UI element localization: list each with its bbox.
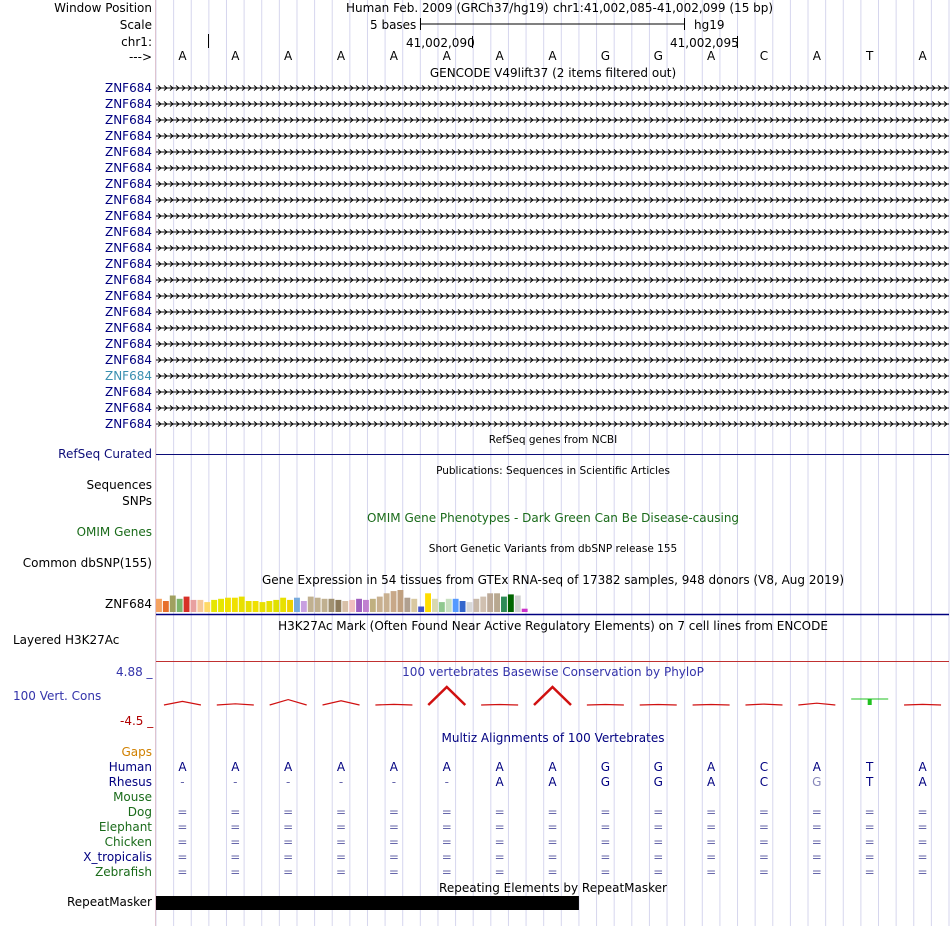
base-letter: A xyxy=(442,49,451,63)
alignment-base: = xyxy=(283,805,294,819)
alignment-base: A xyxy=(918,775,927,789)
publications-track-title[interactable]: Publications: Sequences in Scientific Articles xyxy=(436,465,670,477)
alignment-base: A xyxy=(548,775,557,789)
alignment-base: = xyxy=(706,835,717,849)
gencode-gene-label[interactable]: ZNF684 xyxy=(104,401,152,415)
gtex-tissue-bar xyxy=(266,601,272,612)
alignment-base: = xyxy=(388,820,399,834)
gencode-gene-label[interactable]: ZNF684 xyxy=(104,81,152,95)
phylop-max-label: 4.88 _ xyxy=(116,665,153,679)
phylop-track-label[interactable]: 100 Vert. Cons xyxy=(13,689,102,703)
alignment-base: = xyxy=(917,805,928,819)
gtex-tissue-bar xyxy=(301,601,307,612)
gtex-tissue-bar xyxy=(177,599,183,612)
gtex-tissue-bar xyxy=(418,607,424,613)
refseq-track-title[interactable]: RefSeq genes from NCBI xyxy=(488,434,618,446)
alignment-base: = xyxy=(177,820,188,834)
gtex-tissue-bar xyxy=(280,598,286,612)
alignment-base: A xyxy=(706,760,716,774)
alignment-base: A xyxy=(389,760,398,774)
alignment-base: = xyxy=(494,850,505,864)
phylop-score-mark xyxy=(270,700,307,705)
alignment-base: = xyxy=(547,805,558,819)
alignment-base: - xyxy=(285,775,291,789)
gtex-tissue-bar xyxy=(480,597,486,612)
alignment-base: - xyxy=(338,775,344,789)
gtex-tissue-bar xyxy=(522,609,528,612)
alignment-base: = xyxy=(388,805,399,819)
gtex-tissue-bar xyxy=(260,602,266,612)
species-label-dog[interactable]: Dog xyxy=(127,805,152,819)
phylop-score-mark xyxy=(640,705,677,706)
alignment-base: = xyxy=(230,850,241,864)
alignment-base: = xyxy=(600,850,611,864)
base-letter: G xyxy=(653,49,663,63)
base-letter: A xyxy=(336,49,346,63)
alignment-base: = xyxy=(653,805,664,819)
alignment-base: = xyxy=(600,820,611,834)
position-readout: chr1:41,002,085-41,002,099 (15 bp) xyxy=(553,1,774,15)
alignment-base: - xyxy=(180,775,185,789)
alignment-base: = xyxy=(177,805,188,819)
alignment-base: = xyxy=(336,865,347,879)
base-letter: A xyxy=(812,49,821,63)
gtex-tissue-bar xyxy=(377,597,383,612)
scale-label: Scale xyxy=(119,18,152,32)
gencode-gene-label[interactable]: ZNF684 xyxy=(104,257,152,271)
alignment-base: = xyxy=(706,865,717,879)
gtex-tissue-bar xyxy=(494,593,500,612)
alignment-base: = xyxy=(441,820,452,834)
dbsnp-track-label[interactable]: Common dbSNP(155) xyxy=(22,556,152,570)
coordinate-tick-2: 41,002,095 xyxy=(670,36,739,50)
gtex-tissue-bar xyxy=(232,598,238,612)
h3k27ac-track-label[interactable]: Layered H3K27Ac xyxy=(13,633,120,647)
gtex-tissue-bar xyxy=(170,596,176,613)
alignment-base: = xyxy=(706,850,717,864)
alignment-base: = xyxy=(917,820,928,834)
alignment-base: = xyxy=(547,820,558,834)
phylop-track-title[interactable]: 100 vertebrates Basewise Conservation by PhyloP xyxy=(402,665,704,679)
gtex-tissue-bar xyxy=(487,593,493,612)
base-letter: A xyxy=(918,49,927,63)
alignment-base: = xyxy=(811,850,822,864)
alignment-base: = xyxy=(653,835,664,849)
gencode-gene-label[interactable]: ZNF684 xyxy=(104,305,152,319)
gtex-tissue-bar xyxy=(446,599,452,612)
phylop-score-mark xyxy=(375,704,412,705)
alignment-base: = xyxy=(811,865,822,879)
gtex-tissue-bar xyxy=(432,599,438,612)
window-position-label: Window Position xyxy=(54,1,152,15)
alignment-base: = xyxy=(494,805,505,819)
alignment-base: = xyxy=(336,820,347,834)
alignment-base: A xyxy=(548,760,557,774)
alignment-base: = xyxy=(864,805,875,819)
phylop-score-mark xyxy=(428,687,465,705)
alignment-base: = xyxy=(177,835,188,849)
alignment-base: = xyxy=(547,865,558,879)
alignment-base: = xyxy=(283,865,294,879)
alignment-base: - xyxy=(444,775,449,789)
gencode-gene-label[interactable]: ZNF684 xyxy=(104,97,152,111)
alignment-base: = xyxy=(917,865,928,879)
gencode-gene-label[interactable]: ZNF684 xyxy=(104,337,152,351)
alignment-base: = xyxy=(336,805,347,819)
alignment-base: G xyxy=(600,760,611,774)
gtex-tissue-bar xyxy=(287,600,293,612)
alignment-base: = xyxy=(758,865,769,879)
alignment-base: A xyxy=(706,775,716,789)
alignment-base: = xyxy=(230,805,241,819)
alignment-base: = xyxy=(494,835,505,849)
alignment-base: = xyxy=(653,820,664,834)
gtex-tissue-bar xyxy=(370,599,376,612)
alignment-base: = xyxy=(388,835,399,849)
gtex-tissue-bar xyxy=(356,599,362,612)
alignment-base: = xyxy=(758,835,769,849)
alignment-base: = xyxy=(494,820,505,834)
gencode-gene-label[interactable]: ZNF684 xyxy=(104,177,152,191)
species-label-rhesus[interactable]: Rhesus xyxy=(108,775,152,789)
alignment-base: = xyxy=(547,850,558,864)
alignment-base: = xyxy=(600,865,611,879)
alignment-base: = xyxy=(336,850,347,864)
gtex-tissue-bar xyxy=(425,593,431,612)
alignment-base: = xyxy=(864,835,875,849)
species-label-human[interactable]: Human xyxy=(108,760,152,774)
alignment-base: = xyxy=(758,820,769,834)
base-letter: G xyxy=(600,49,611,63)
alignment-base: = xyxy=(811,805,822,819)
scale-text: 5 bases xyxy=(370,18,417,32)
gtex-tissue-bar xyxy=(211,600,217,612)
alignment-base: G xyxy=(653,760,663,774)
alignment-base: A xyxy=(495,775,504,789)
alignment-base: C xyxy=(759,775,769,789)
gencode-gene-label[interactable]: ZNF684 xyxy=(104,225,152,239)
alignment-base: A xyxy=(178,760,187,774)
species-label-mouse[interactable]: Mouse xyxy=(113,790,152,804)
gtex-tissue-bar xyxy=(197,600,203,612)
base-letter: A xyxy=(706,49,716,63)
phylop-score-mark xyxy=(217,704,254,705)
species-label-x_tropicalis[interactable]: X_tropicalis xyxy=(83,850,152,864)
gencode-gene-label[interactable]: ZNF684 xyxy=(104,369,152,383)
alignment-base: - xyxy=(391,775,397,789)
alignment-base: A xyxy=(336,760,346,774)
gencode-gene-label[interactable]: ZNF684 xyxy=(104,129,152,143)
alignment-base: = xyxy=(653,865,664,879)
gencode-track-title[interactable]: GENCODE V49lift37 (2 items filtered out) xyxy=(429,66,677,80)
gtex-tissue-bar xyxy=(184,597,190,612)
gencode-gene-label[interactable]: ZNF684 xyxy=(104,385,152,399)
alignment-base: = xyxy=(917,850,928,864)
species-label-elephant[interactable]: Elephant xyxy=(98,820,152,834)
gtex-tissue-bar xyxy=(335,600,341,612)
alignment-base: A xyxy=(812,760,821,774)
base-letter: C xyxy=(759,49,769,63)
gtex-tissue-bar xyxy=(363,600,369,612)
base-letter: T xyxy=(866,49,874,63)
alignment-base: = xyxy=(441,865,452,879)
gencode-gene-label[interactable]: ZNF684 xyxy=(104,321,152,335)
gtex-tissue-bar xyxy=(349,600,355,612)
dbsnp-track-title[interactable]: Short Genetic Variants from dbSNP release 155 xyxy=(428,543,678,555)
base-letter: A xyxy=(231,49,240,63)
repeatmasker-track-label[interactable]: RepeatMasker xyxy=(66,895,152,909)
gtex-tissue-bar xyxy=(204,602,210,612)
gencode-gene-label[interactable]: ZNF684 xyxy=(104,209,152,223)
gtex-tissue-bar xyxy=(225,598,231,612)
species-label-zebrafish[interactable]: Zebrafish xyxy=(95,865,152,879)
alignment-base: G xyxy=(653,775,663,789)
alignment-base: = xyxy=(917,835,928,849)
coordinate-tick-1: 41,002,090 xyxy=(406,36,475,50)
base-letter: A xyxy=(284,49,293,63)
alignment-base: = xyxy=(758,805,769,819)
alignment-base: G xyxy=(600,775,611,789)
alignment-base: = xyxy=(230,835,241,849)
refseq-track-label[interactable]: RefSeq Curated xyxy=(58,447,152,461)
gencode-gene-label[interactable]: ZNF684 xyxy=(104,193,152,207)
gtex-tissue-bar xyxy=(515,596,521,613)
gtex-tissue-bar xyxy=(391,591,397,612)
gtex-tissue-bar xyxy=(453,599,459,612)
chrom-label: chr1: xyxy=(121,35,152,49)
alignment-base: A xyxy=(918,760,927,774)
species-label-chicken[interactable]: Chicken xyxy=(104,835,152,849)
alignment-base: = xyxy=(177,850,188,864)
alignment-base: - xyxy=(233,775,238,789)
gencode-gene-label[interactable]: ZNF684 xyxy=(104,241,152,255)
phylop-score-mark xyxy=(904,704,941,705)
gtex-tissue-bar xyxy=(308,597,314,612)
gtex-tissue-bar xyxy=(246,601,252,612)
gaps-label: Gaps xyxy=(121,745,152,759)
base-letter: A xyxy=(178,49,187,63)
omim-track-title[interactable]: OMIM Gene Phenotypes - Dark Green Can Be Disease-causing xyxy=(366,511,740,525)
alignment-base: = xyxy=(336,835,347,849)
alignment-base: = xyxy=(706,805,717,819)
gtex-tissue-bar xyxy=(315,598,321,612)
phylop-score-mark xyxy=(693,705,730,706)
alignment-base: = xyxy=(706,820,717,834)
alignment-base: = xyxy=(600,835,611,849)
alignment-base: = xyxy=(283,835,294,849)
phylop-score-mark xyxy=(323,701,360,705)
gencode-gene-label[interactable]: ZNF684 xyxy=(104,113,152,127)
gencode-gene-label[interactable]: ZNF684 xyxy=(104,353,152,367)
gtex-gene-label[interactable]: ZNF684 xyxy=(104,597,152,611)
strand-arrow-label: ---> xyxy=(128,50,152,64)
gtex-tissue-bar xyxy=(439,602,445,612)
phylop-score-mark xyxy=(481,705,518,706)
sequences-track-label[interactable]: Sequences xyxy=(86,478,152,492)
gtex-tissue-bar xyxy=(294,598,300,612)
gtex-tissue-bar xyxy=(163,601,169,612)
base-letter: A xyxy=(548,49,557,63)
gtex-track-title[interactable]: Gene Expression in 54 tissues from GTEx RNA-seq of 17382 samples, 948 donors (V8, Aug 2019) xyxy=(261,573,845,587)
alignment-base: = xyxy=(811,835,822,849)
gencode-gene-label[interactable]: ZNF684 xyxy=(104,273,152,287)
base-letter: A xyxy=(389,49,398,63)
gencode-gene-label[interactable]: ZNF684 xyxy=(104,417,152,431)
alignment-base: T xyxy=(866,760,874,774)
alignment-base: = xyxy=(864,820,875,834)
db-name: hg19 xyxy=(694,18,725,32)
gencode-gene-label[interactable]: ZNF684 xyxy=(104,289,152,303)
gtex-tissue-bar xyxy=(322,599,328,612)
repeatmasker-track-title[interactable]: Repeating Elements by RepeatMasker xyxy=(439,881,667,895)
gencode-gene-label[interactable]: ZNF684 xyxy=(104,161,152,175)
gtex-tissue-bar xyxy=(501,597,507,612)
alignment-base: = xyxy=(864,850,875,864)
repeat-element-block xyxy=(156,896,579,910)
alignment-base: = xyxy=(230,820,241,834)
gtex-tissue-bar xyxy=(467,602,473,612)
alignment-base: = xyxy=(758,850,769,864)
base-letter: A xyxy=(495,49,504,63)
gtex-tissue-bar xyxy=(460,601,466,612)
gtex-tissue-bar xyxy=(239,597,245,612)
alignment-base: = xyxy=(388,865,399,879)
alignment-base: = xyxy=(811,820,822,834)
assembly-name: Human Feb. 2009 (GRCh37/hg19) xyxy=(346,1,549,15)
gtex-tissue-bar xyxy=(404,598,410,612)
phylop-score-mark xyxy=(798,703,835,705)
gtex-tissue-bar xyxy=(508,594,514,612)
gtex-tissue-bar xyxy=(384,593,390,612)
gtex-tissue-bar xyxy=(398,590,404,612)
phylop-score-mark xyxy=(745,704,782,705)
alignment-base: = xyxy=(283,850,294,864)
snps-track-label[interactable]: SNPs xyxy=(122,494,152,508)
alignment-base: T xyxy=(866,775,874,789)
gtex-tissue-bar xyxy=(342,601,348,612)
phylop-min-label: -4.5 _ xyxy=(120,714,154,728)
alignment-base: A xyxy=(442,760,451,774)
gtex-tissue-bar xyxy=(191,600,197,612)
alignment-base: A xyxy=(495,760,504,774)
gtex-tissue-bar xyxy=(473,599,479,612)
alignment-base: = xyxy=(441,850,452,864)
alignment-base: A xyxy=(231,760,240,774)
gtex-tissue-bar xyxy=(273,600,279,612)
alignment-base: = xyxy=(600,805,611,819)
alignment-base: C xyxy=(759,760,769,774)
alignment-base: = xyxy=(494,865,505,879)
alignment-base: G xyxy=(812,775,822,789)
alignment-base: A xyxy=(284,760,293,774)
phylop-score-mark xyxy=(587,705,624,706)
gtex-tissue-bar xyxy=(156,599,162,612)
gtex-tissue-bar xyxy=(253,601,259,612)
alignment-base: = xyxy=(547,835,558,849)
alignment-base: = xyxy=(230,865,241,879)
alignment-base: = xyxy=(653,850,664,864)
alignment-base: = xyxy=(388,850,399,864)
h3k27ac-track-title[interactable]: H3K27Ac Mark (Often Found Near Active Regulatory Elements) on 7 cell lines from ENCODE xyxy=(278,619,828,633)
gencode-gene-label[interactable]: ZNF684 xyxy=(104,145,152,159)
phylop-score-mark xyxy=(164,701,201,705)
phylop-score-mark xyxy=(868,699,872,705)
omim-track-label[interactable]: OMIM Genes xyxy=(76,525,152,539)
phylop-score-mark xyxy=(534,687,571,705)
alignment-base: = xyxy=(177,865,188,879)
alignment-base: = xyxy=(283,820,294,834)
alignment-base: = xyxy=(864,865,875,879)
gtex-tissue-bar xyxy=(329,599,335,612)
gtex-tissue-bar xyxy=(218,599,224,612)
multiz-track-title[interactable]: Multiz Alignments of 100 Vertebrates xyxy=(441,731,665,745)
alignment-base: = xyxy=(441,805,452,819)
gtex-tissue-bar xyxy=(411,599,417,612)
alignment-base: = xyxy=(441,835,452,849)
